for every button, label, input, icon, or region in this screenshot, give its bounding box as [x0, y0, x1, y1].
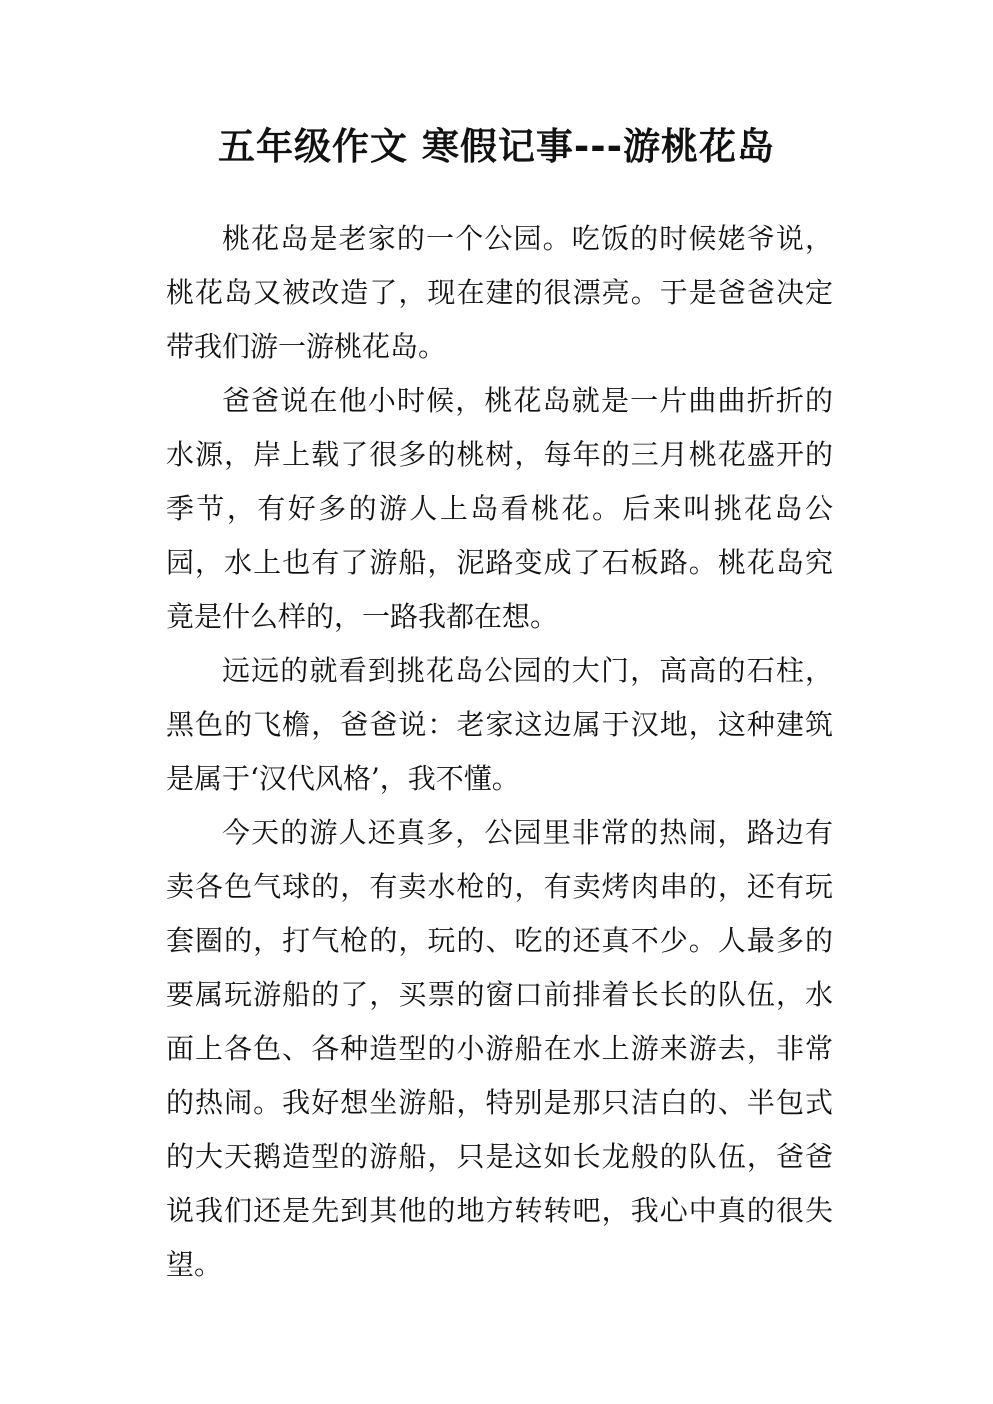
document-title: 五年级作文 寒假记事---游桃花岛 — [218, 125, 775, 168]
paragraph-2: 爸爸说在他小时候，桃花岛就是一片曲曲折折的水源，岸上载了很多的桃树，每年的三月桃花盛开的季节，有好多的游人上岛看桃花。后来叫挑花岛公园，水上也有了游船，泥路变成了石板路。桃花岛究竟是什么样的，一路我都在想。 — [166, 384, 833, 633]
paragraph-3: 远远的就看到挑花岛公园的大门，高高的石柱，黑色的飞檐，爸爸说：老家这边属于汉地，这种建筑是属于‘汉代风格’，我不懂。 — [166, 654, 833, 795]
paragraph-4: 今天的游人还真多，公园里非常的热闹，路边有卖各色气球的，有卖水枪的，有卖烤肉串的，还有玩套圈的，打气枪的，玩的、吃的还真不少。人最多的要属玩游船的了，买票的窗口前排着长长的队伍，水面上各色、各种造型的小游船在水上游来游去，非常的热闹。我好想坐游船，特别是那只洁白的、半包式的大天鹅造型的游船，只是这如长龙般的队伍，爸爸说我们还是先到其他的地方转转吧，我心中真的很失望。 — [166, 816, 833, 1281]
paragraph-1: 桃花岛是老家的一个公园。吃饭的时候姥爷说，桃花岛又被改造了，现在建的很漂亮。于是爸爸决定带我们游一游桃花岛。 — [166, 222, 833, 363]
document-body — [166, 212, 833, 1292]
